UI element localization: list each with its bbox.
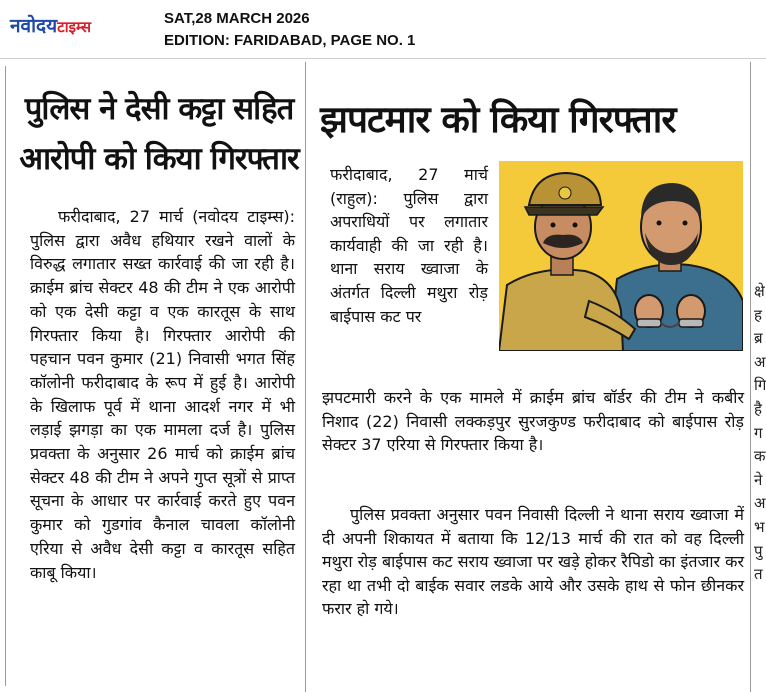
arrest-illustration: [499, 161, 743, 351]
masthead-bar: [0, 0, 766, 59]
police-arresting-suspect-image: [499, 161, 743, 351]
article1-body: [30, 205, 295, 584]
article2-paragraph-2: [322, 503, 744, 621]
issue-date: SAT,28 MARCH 2026: [164, 10, 310, 27]
article1-headline-line2: आरोपी को किया गिरफ्तार: [19, 141, 299, 177]
column-rule-right: [750, 62, 751, 692]
adjacent-column-fragment: क्षे ह ब्र अ गि है ग क ने अ भ पु त: [754, 282, 766, 584]
newspaper-logo[interactable]: [10, 12, 91, 38]
logo-secondary: टाइम्स: [57, 18, 91, 36]
article1-headline: [18, 84, 300, 184]
article1-paragraph: फरीदाबाद, 27 मार्च (नवोदय टाइम्स): पुलिस द्वारा अवैध हथियार रखने वालों के विरुद्ध लगातार सख्त कार्रवाई की जा रही है। क्राईम ब्रांच सेक्टर 48 की टीम ने एक आरोपी को एक देसी कट्टा व एक कारतूस के साथ गिरफ्तार किया है। गिरफ्तार आरोपी की पहचान पवन कुमार (21) निवासी भगत सिंह कॉलोनी फरीदाबाद के रूप में हुई है। आरोपी के खिलाफ पूर्व में थाना आदर्श नगर में भी लड़ाई झगड़ा का एक मामला दर्ज है। पुलिस प्रवक्ता के अनुसार 26 मार्च को क्राईम ब्रांच सेक्टर 48 की टीम ने अपने गुप्त सूत्रों से प्राप्त सूचना के आधार पर कार्रवाई करते हुए पवन कुमार को गुडगांव कैनाल चावला कॉलोनी एरिया से अवैध देसी कट्टा व कारतूस सहित काबू किया।: [30, 207, 295, 582]
logo-primary: नवोदय: [10, 15, 58, 37]
article2-paragraph-2-text: पुलिस प्रवक्ता अनुसार पवन निवासी दिल्ली ने थाना सराय ख्वाजा में दी अपनी शिकायत में बताया कि 12/13 मार्च की रात को वह दिल्ली मथुरा रोड़ बाईपास कट सराय ख्वाजा पर खड़े होकर रैपिडो का इंतजार कर रहा था तभी दो बाईक सवार लडके आये और उसके हाथ से फोन छीनकर फरार हो गये।: [322, 505, 744, 619]
article2-paragraph-top: फरीदाबाद, 27 मार्च (राहुल): पुलिस द्वारा अपराधियों पर लगातार कार्यवाही की जा रही है। थाना सराय ख्वाजा के अंतर्गत दिल्ली मथुरा रोड़ बाईपास कट पर: [330, 165, 488, 326]
edition-line: EDITION: FARIDABAD, PAGE NO. 1: [164, 32, 416, 49]
article2-paragraph-continued: झपटमारी करने के एक मामले में क्राईम ब्रांच बॉर्डर की टीम ने कबीर निशाद (22) निवासी लक्कड़पुर सुरजकुण्ड फरीदाबाद को बाईपास रोड़ सेक्टर 37 एरिया से गिरफ्तार किया है।: [322, 388, 744, 455]
column-rule-left: [5, 66, 6, 686]
article1-headline-line1: पुलिस ने देसी कट्टा सहित: [24, 91, 294, 127]
article2-headline: झपटमार को किया गिरफ्तार: [320, 98, 676, 141]
edition-info: [164, 8, 415, 52]
column-rule-middle: [305, 62, 306, 692]
